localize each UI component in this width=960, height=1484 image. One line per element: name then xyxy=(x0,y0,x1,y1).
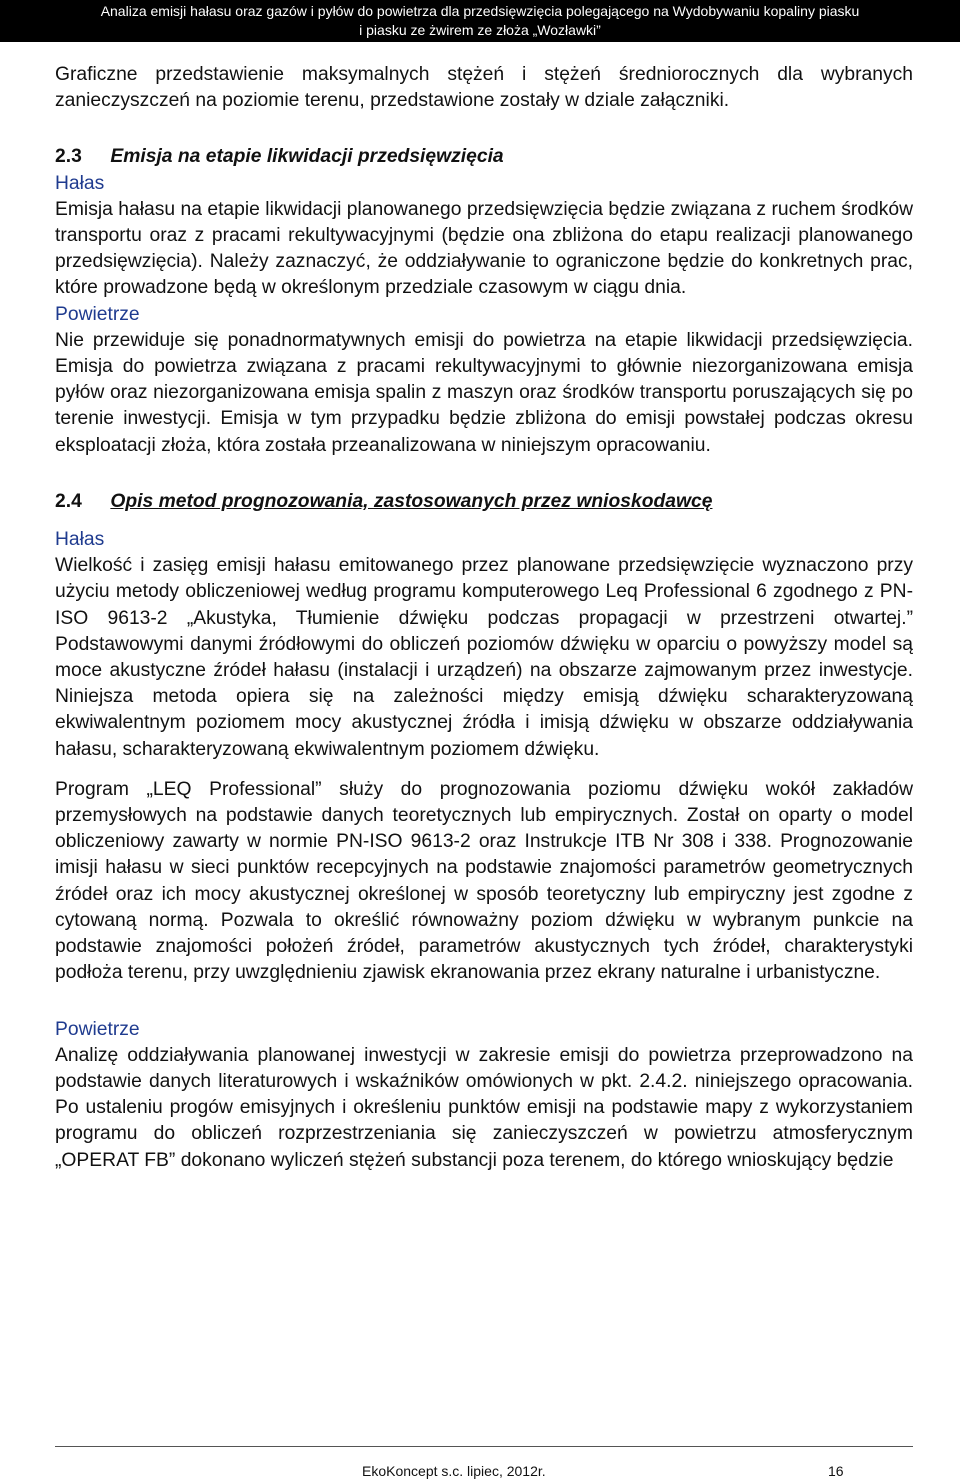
header-title-line-2: i piasku ze żwirem ze złoża „Wozławki” xyxy=(359,22,601,38)
intro-paragraph: Graficzne przedstawienie maksymalnych stężeń i stężeń średniorocznych dla wybranych zanieczyszczeń na poziomie terenu, przedstawione zostały w dziale załączniki. xyxy=(55,64,913,112)
page-number: 16 xyxy=(828,1463,844,1479)
subheading-powietrze: Powietrze xyxy=(55,1018,140,1040)
footer-company: EkoKoncept s.c. lipiec, 2012r. xyxy=(362,1463,546,1479)
section-heading-2-3 xyxy=(55,144,913,170)
section-number: 2.4 xyxy=(55,490,82,512)
subheading-powietrze: Powietrze xyxy=(55,303,140,325)
section-title: Opis metod prognozowania, zastosowanych przez wnioskodawcę xyxy=(110,490,713,512)
subheading-halas: Hałas xyxy=(55,172,105,194)
powietrze-paragraph: Analizę oddziaływania planowanej inwestycji w zakresie emisji do powietrza przeprowadzono na podstawie danych literaturowych i wskaźników omówionych w pkt. 2.4.2. niniejszego opracowania. Po ustaleniu progów emisyjnych i określeniu punktów emisji na podstawie mapy z wykorzystaniem programu do obliczeń rozprzestrzeniania się zanieczyszczeń w powietrzu atmosferycznym „OPERAT FB” dokonano wyliczeń stężeń substancji poza terenem, do którego wnioskujący będzie xyxy=(55,1044,913,1171)
subheading-halas: Hałas xyxy=(55,529,105,551)
header-title-line-1: Analiza emisji hałasu oraz gazów i pyłów do powietrza dla przedsięwzięcia polegającego na Wydobywaniu kopaliny piasku xyxy=(100,3,860,19)
page-header xyxy=(0,0,960,42)
powietrze-paragraph: Nie przewiduje się ponadnormatywnych emisji do powietrza na etapie likwidacji przedsięwzięcia. Emisja do powietrza związana z pracami rekultywacyjnymi to głównie niezorganizowana emisja pyłów oraz niezorganizowana emisja spalin z maszyn oraz środków transportu poruszających się po terenie inwestycji. Emisja w tym przypadku będzie zbliżona do emisji powstałej podczas okresu eksploatacji złoża, która została przeanalizowana w niniejszym opracowaniu. xyxy=(55,329,913,456)
section-number: 2.3 xyxy=(55,146,82,168)
document-body xyxy=(55,62,913,1174)
section-heading-2-4 xyxy=(55,489,913,515)
section-title: Emisja na etapie likwidacji przedsięwzięcia xyxy=(110,146,504,168)
halas-paragraph-2: Program „LEQ Professional” służy do prognozowania poziomu dźwięku wokół zakładów przemysłowych na podstawie danych teoretycznych lub empirycznych. Został on oparty o model obliczeniowy zawarty w normie PN-ISO 9613-2 oraz Instrukcje ITB Nr 308 i 338. Prognozowanie imisji hałasu w sieci punktów recepcyjnych na podstawie znajomości parametrów geometrycznych źródeł oraz ich mocy akustycznej określonej w sposób teoretyczny lub empiryczny jest zgodne z cytowaną normą. Pozwala to określić równoważny poziom dźwięku w wybranym punkcie na podstawie znajomości położeń źródeł, parametrów akustycznych tych źródeł, charakterystyki podłoża terenu, przy uwzględnieniu zjawisk ekranowania przez ekrany naturalne i urbanistyczne. xyxy=(55,778,913,984)
halas-paragraph-1: Wielkość i zasięg emisji hałasu emitowanego przez planowane przedsięwzięcie wyznaczono przy użyciu metody obliczeniowej według programu komputerowego Leq Professional 6 zgodnego z PN-ISO 9613-2 „Akustyka, Tłumienie dźwięku podczas propagacji w przestrzeni otwartej.” Podstawowymi danymi źródłowymi do obliczeń poziomów dźwięku w oparciu o powyższy model są moce akustyczne źródeł hałasu (instalacji i urządzeń) na obszarze zajmowanym przez inwestycje. Niniejsza metoda opiera się na zależności między emisją dźwięku scharakteryzowaną ekwiwalentnym poziomem mocy akustycznej źródła i imisją dźwięku w obszarze oddziaływania hałasu, scharakteryzowaną ekwiwalentnym poziomem dźwięku. xyxy=(55,555,913,760)
footer-divider xyxy=(55,1446,913,1447)
halas-paragraph: Emisja hałasu na etapie likwidacji planowanego przedsięwzięcia będzie związana z ruchem środków transportu oraz z pracami rekultywacyjnymi (będzie ona zbliżona do etapu realizacji planowanego przedsięwzięcia). Należy zaznaczyć, że oddziaływanie to ograniczone będzie do konkretnych prac, które prowadzone będą w określonym przedziale czasowym w ciągu dnia. xyxy=(55,198,913,299)
